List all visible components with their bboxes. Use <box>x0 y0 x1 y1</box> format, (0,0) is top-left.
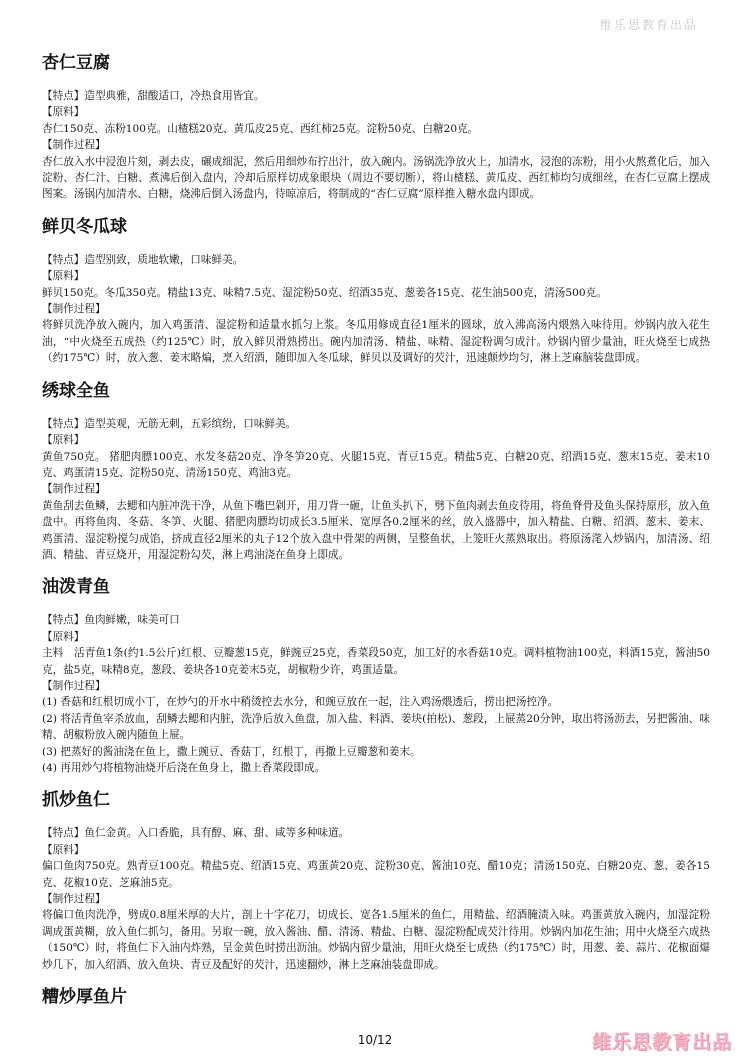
recipe-title: 绣球全鱼 <box>42 380 110 401</box>
recipe-features: 【特点】鱼仁金黄。入口香脆，具有醇、麻、甜、咸等多种味道。 <box>42 827 350 840</box>
method-heading: 【制作过程】 <box>42 483 106 496</box>
recipe-title: 杏仁豆腐 <box>42 53 110 73</box>
method-heading: 【制作过程】 <box>42 893 106 906</box>
recipe-section <box>42 380 710 564</box>
recipe-features: 【特点】造型典雅，甜酸适口，冷热食用皆宜。 <box>42 90 265 102</box>
header-watermark: 维乐思教育出品 <box>599 18 698 32</box>
recipe-title: 鲜贝冬瓜球 <box>42 216 127 237</box>
method-step: (2) 将活青鱼宰杀放血，刮鳞去鳃和内脏，洗净后放入鱼盘，加入盐、料酒、姜块(拍松)、葱段，上屉蒸20分钟，取出将汤沥去，另把酱油、味精、胡椒粉放入碗内随鱼上屉。 <box>42 712 710 742</box>
publisher-logo: 维乐思教育出品 <box>591 1031 732 1053</box>
recipe-title: 抓炒鱼仁 <box>42 790 110 811</box>
recipe-section <box>42 789 710 973</box>
ingredients-heading: 【原料】 <box>42 434 85 447</box>
method-text: 将偏口鱼肉洗净，劈成0.8厘米厚的大片，剖上十字花刀，切成长、宽各1.5厘米的鱼仁，用精盐、绍酒腌渍入味。鸡蛋黄放入碗内，加湿淀粉调成蛋黄糊，放入鱼仁抓匀，备用。另取一碗，放入酱油、醋、清汤、精盐、白糖、湿淀粉配成芡汁待用。炒锅内加花生油；用中火烧至六成热（150℃）时，将鱼仁下入油内炸熟，呈金黄色时捞出沥油。炒锅内留少量油，用旺火烧至七成热（约175℃）时，用葱、姜、蒜片、花椒面爆炒几下，加入绍酒、放入鱼块、青豆及配好的芡汁，迅速翻炒，淋上芝麻油装盘即成。 <box>42 909 710 971</box>
method-text: 黄鱼刮去鱼鳞，去鳃和内脏冲洗干净，从鱼下嘴巴剁开，用刀背一砸，让鱼头扒下，劈下鱼肉剥去鱼皮待用，将鱼脊骨及鱼头保持原形，放入鱼盘中。再将鱼肉、冬菇、冬笋、火腿、猪肥肉膘均切成长3.5厘米、宽厚各0.2厘米的丝，放入盛器中，加入精盐、白糖、绍酒、葱末、姜末、鸡蛋清、湿淀粉搅匀成馅，挤成直径2厘米的丸子12个放入盘中骨架的两侧，呈整鱼状，上笼旺火蒸熟取出。将原汤滗入炒锅内，加清汤、绍酒、精盐、青豆烧开，用湿淀粉勾芡，淋上鸡油浇在鱼身上即成。 <box>42 499 710 561</box>
ingredients-text: 黄鱼750克。 猪肥肉膘100克、水发冬菇20克、净冬笋20克、火腿15克、青豆15克。精盐5克、白糖20克、绍酒15克、葱末15克、姜末10克、鸡蛋清15克、淀粉50克、清汤150克、鸡油3克。 <box>42 450 710 479</box>
recipe-section <box>42 986 710 1008</box>
method-heading: 【制作过程】 <box>42 303 106 316</box>
recipe-section <box>42 52 710 203</box>
method-step: (4) 再用炒勺将植物油烧开后浇在鱼身上，撒上香菜段即成。 <box>42 762 326 774</box>
ingredients-text: 杏仁150克、冻粉100克。山楂糕20克、黄瓜皮25克、西红柿25克。淀粉50克、白糖20克。 <box>42 122 479 135</box>
method-step: (3) 把蒸好的酱油浇在鱼上，撒上豌豆、香菇丁，红根丁，再撒上豆瓣葱和姜末。 <box>42 745 421 758</box>
recipe-section <box>42 576 710 776</box>
method-text: 杏仁放入水中浸泡片刻，剥去皮，碾成细泥，然后用细炒布拧出汁，放入碗内。汤锅洗净放火上，加清水，浸泡的冻粉，用小火熬煮化后，加入淀粉、杏仁汁、白糖、煮沸后倒入盘内，冷却后原样切成象眼块（周边不要切断），将山楂糕、黄瓜皮、西红柿均匀成细丝，在杏仁豆腐上摆成图案。汤锅内加清水、白糖，烧沸后倒入汤盘内，待晾凉后，将制成的“杏仁豆腐”原样推入糖水盘内即成。 <box>42 155 710 201</box>
method-heading: 【制作过程】 <box>42 679 106 692</box>
recipe-title: 糟炒厚鱼片 <box>42 987 127 1008</box>
recipe-section <box>42 216 710 367</box>
method-heading: 【制作过程】 <box>42 139 106 152</box>
ingredients-heading: 【原料】 <box>42 630 85 643</box>
ingredients-text: 鲜贝150克。冬瓜350克。精盐13克、味精7.5克、湿淀粉50克、绍酒35克、葱姜各15克、花生油500克，清汤500克。 <box>42 286 607 299</box>
ingredients-heading: 【原料】 <box>42 106 85 119</box>
document-body <box>42 52 710 1022</box>
ingredients-heading: 【原料】 <box>42 843 85 856</box>
method-text: 将鲜贝洗净放入碗内，加入鸡蛋清、湿淀粉和适量水抓匀上浆。冬瓜用修成直径1厘米的圆球，放入沸高汤内煨熟入味待用。炒锅内放入花生油，“中火烧至五成热（约125℃）时，放入鲜贝滑熟捞出。碗内加清汤、精盐、味精、湿淀粉调匀成汁。炒锅内留少量油，旺火烧至七成热（约175℃）时，放入葱、姜末略煸，烹入绍酒，随即加入冬瓜球，鲜贝以及调好的芡汁，迅速颠炒均匀，淋上芝麻脑装盘即成。 <box>42 319 710 365</box>
recipe-features: 【特点】造型美观，无筋无刺，五彩缤纷，口味鲜美。 <box>42 417 297 430</box>
ingredients-heading: 【原料】 <box>42 270 85 283</box>
ingredients-text: 偏口鱼肉750克。熟青豆100克。精盐5克、绍酒15克、鸡蛋黄20克、淀粉30克、酱油10克、醋10克；清汤150克、白糖20克、葱、姜各15克、花椒10克、芝麻油5克。 <box>42 860 710 889</box>
recipe-title: 油泼青鱼 <box>42 577 110 598</box>
ingredients-text: 主料 活青鱼1条(约1.5公斤)红根、豆瓣葱15克，鲜豌豆25克，香菜段50克，加工好的水香菇10克。调料植物油100克，料酒15克，酱油50克，盐5克，味精8克，葱段、姜块各10克姜末5克，胡椒粉少许，鸡蛋适量。 <box>42 647 710 676</box>
method-step: (1) 香菇和红根切成小丁，在炒勺的开水中稍烫控去水分，和豌豆放在一起，注入鸡汤煨透后，捞出把汤控净。 <box>42 696 559 709</box>
recipe-features: 【特点】造型别致，质地软嫩，口味鲜美。 <box>42 253 244 266</box>
page-number: 10/12 <box>357 1033 393 1047</box>
recipe-features: 【特点】鱼肉鲜嫩，味美可口 <box>42 614 180 627</box>
